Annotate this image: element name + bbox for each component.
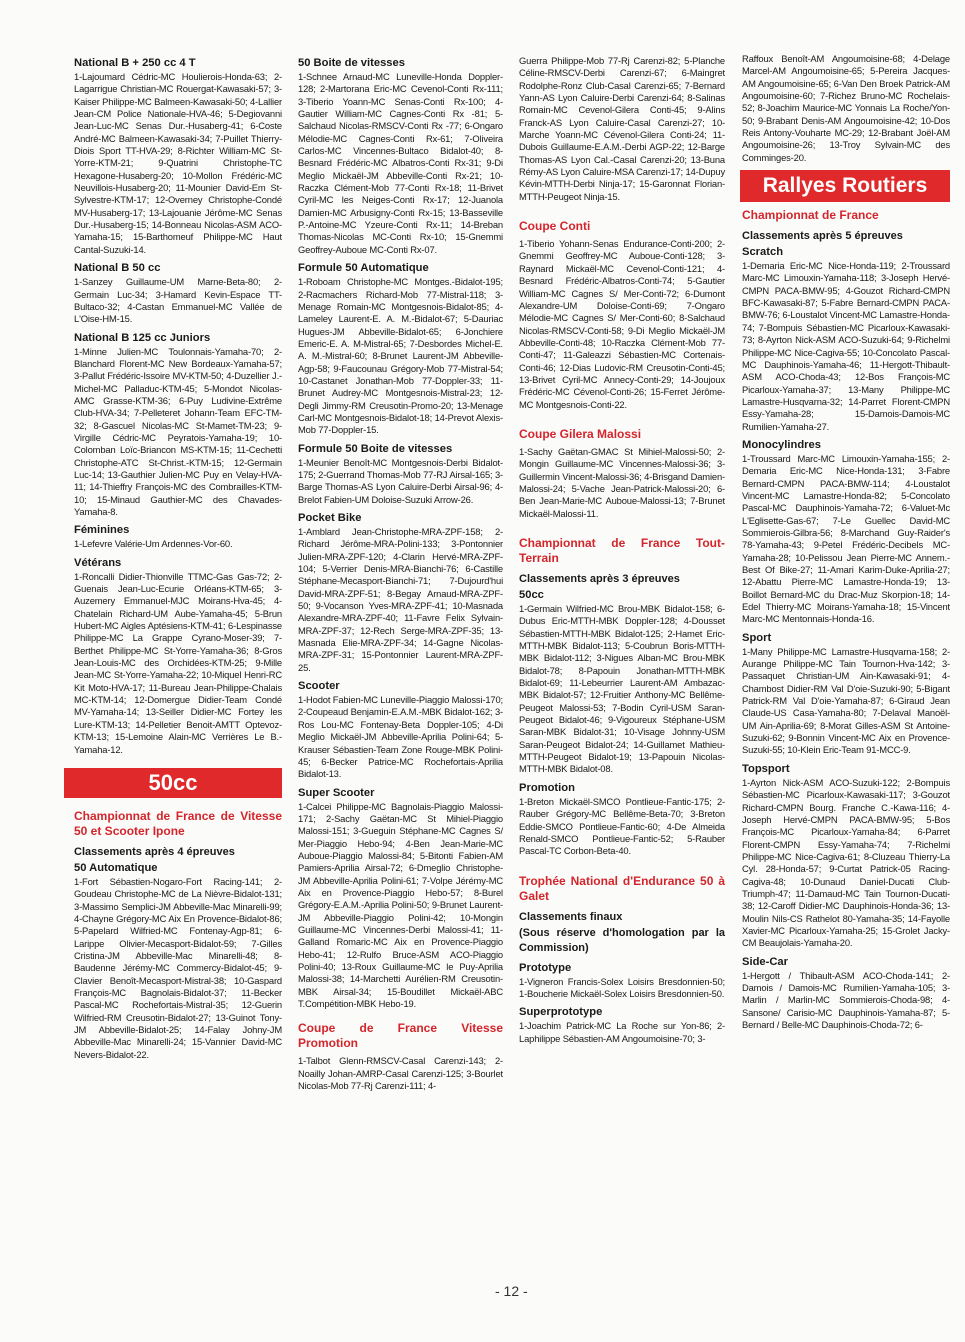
section-heading: Superprototype (519, 1006, 603, 1019)
results-text: 1-Roncalli Didier-Thionville TTMC-Gas Gas-72; 2-Guenais Jean-Luc-Ecurie Orléans-KTM-65; 3-Auzemery Emmanuel-MJC Moirans-Hva-45; 4-Chatelain Richard-UM Aube-Yamaha-45; 5-Brun Hubert-MC Aigles Aptésiens-KTM-41; 6-Lespinasse Philippe-MC La Grappe Cyrano-Moser-39; 7-Berthet Philippe-MC St-Yorre-Yamaha-36; 8-Gros Jean-Louis-MC des Orchidées-KTM-25; 9-Mille Jean-MC St-Yorre-Yamaha-22; 10-Miquel Henri-RC Kit Moto-HVA-17; 11-Bureau Jean-Philippe-Chalais MC-KTM-14; 12-Domergue Didier-Team Condé MV-Yamaha-14; 13-Seiller Didier-MC Fortey les Lure-KTM-13; 14-Pelletier Benoit-AMTT Optevoz-KTM-13; 15-Lemoine Alain-MC Verrières Le B.-Yamaha-12. (74, 570, 282, 755)
results-text: 1-Sanzey Guillaume-UM Marne-Beta-80; 2-Germain Luc-34; 3-Hamard Kevin-Espace TT-Bultaco-32; 4-Castan Emmanuel-MC Vallée de L'Oise-HM-15. (74, 276, 282, 325)
standings-subtitle: Classements après 5 épreuves (742, 230, 903, 243)
section-heading: Scooter (298, 680, 340, 693)
section-heading: 50 Boite de vitesses (298, 57, 405, 69)
section-heading: Monocylindres (742, 438, 821, 451)
standings-subtitle: Classements après 3 épreuves (519, 573, 680, 585)
column-1 (74, 52, 282, 1061)
results-text: 1-Hergott / Thibault-ASM ACO-Choda-141; 2-Damois / Damois-MC Rumilien-Yamaha-105; 3-Marlin / Marlin-MC Sommierois-Choda-98; 4-Sansone/ Carisio-MC Dauphinois-Yamaha-87; 5-Bernard / Belle-MC Dauphinois-Choda-72; 6- (742, 969, 950, 1030)
section-heading: Pocket Bike (298, 512, 362, 524)
results-page (64, 52, 954, 1280)
results-text: 1-Germain Wilfried-MC Brou-MBK Bidalot-158; 6-Dubus Eric-MTTH-MBK Doppler-128; 4-Dousset Sébastien-MTTH-MBK Bidalot-125; 2-Hamet Eric-MTTH-MBK Bidalot-113; 5-Coubrun Boris-MTTH-MBK Bidalot-112; 3-Nigues Alban-MC Brou-MBK Bidalot-78; 8-Papouin Jonathan-MTTH-MBK Bidalot-69; 11-Lebeurrier Laurent-AM Ambazac-MBK Bidalot-57; 12-Fruitier Anthony-MC Bellême-Peugeot Malossi-53; 7-Bodin Cyril-USM Saran-Peugeot Bidalot-46; 9-Vigoureux Stéphane-USM Saran-MBK Bidalot-31; 10-Visage Johnny-USM Saran-Peugeot Bidalot-24; 14-Guillamet Mathieu-MTTH-Peugeot Bidalot-19; 13-Papouin Nicolas-MTTH-MBK Bidalot-08. (519, 603, 725, 775)
column-2 (298, 52, 503, 1092)
results-text: 1-Minne Julien-MC Toulonnais-Yamaha-70; 2-Blanchard Florent-MC New Bordeaux-Yamaha-57; 3-Pallut Frédéric-Issoire MV-KTM-50; 4-Duzellier J.-Michel-MC Palladuc-KTM-45; 5-Mondot Nicolas-AMC Grasse-KTM-36; 6-Puy Ludivine-Extrême Club-HVA-34; 7-Pelleteret Johann-Team EFC-TM-32; 8-Gascuel Nicolas-MC St-Mamet-TM-23; 9-Virgille Cédric-MC Peyratois-Yamaha-19; 10-Colomban Loïc-Briancon MS-KTM-15; 11-Cechetti Christophe-ATC St-Christ.-KTM-15; 12-Germain Luc-14; 13-Gauthier Julien-MC Puy en Velay-HVA-11; 14-Thieffry François-MC des Combrailles-KTM-10; 15-Minaud Gauthier-MC des Chavades-Yamaha-8. (74, 345, 282, 517)
championship-title: Coupe Gilera Malossi (519, 426, 642, 441)
standings-subtitle: Classements après 4 épreuves (74, 845, 235, 858)
standings-note: (Sous réserve d'homologation par la Commission) (519, 926, 725, 954)
section-heading: Formule 50 Boite de vitesses (298, 442, 453, 455)
column-3 (519, 52, 725, 1045)
section-heading: 50cc (519, 589, 544, 601)
results-text: 1-Joachim Patrick-MC La Roche sur Yon-86; 2-Laphilippe Sébastien-AM Angoumoisine-70; 3- (519, 1020, 725, 1044)
results-text: 1-Tiberio Yohann-Senas Endurance-Conti-200; 2-Gnemmi Geoffrey-MC Auboue-Conti-128; 3-Raynard Mickaël-MC Cevenol-Conti-121; 4-Besnard Frédéric-Albatros-Conti-74; 5-Gautier William-MC Cagnes S/ Mer-Conti-72; 6-Dumont Alexandre-UM Doloise-Conti-69; 7-Ongaro Mélodie-MC Cagnes S/ Mer-Conti-60; 8-Salchaud Nicolas-RMSCV-Conti-58; 9-Di Meglio Mickaël-JM Abbeville-Conti-48; 10-Raczka Clément-Mob 77-Conti-47; 11-Galeazzi Sébastien-MC Cortenais-Conti-46; 12-Dias Ludovic-RM Creusotin-Conti-45; 13-Brivet Cyril-MC Annecy-Conti-29; 14-Joujoux Frédéric-MC Cévenol-Conti-26; 15-Ferret Jérôme-MC Montgesnois-Conti-22. (519, 238, 725, 410)
section-heading: National B 125 cc Juniors (74, 331, 211, 344)
results-text: 1-Hodot Fabien-MC Luneville-Piaggio Malossi-170; 2-Coupeaud Benjamin-E.A.M.-MBK Bidalot-162; 3-Ros Lou-MC Fontenay-Beta Doppler-105; 4-Di Meglio Mickaël-JM Abbeville-Aprilia Polini-64; 5-Krauser Sébastien-Team Zone Rouge-MBK Polini-45; 6-Becker Patrice-MC Rochefortais-Aprilia Bidalot-13. (298, 694, 503, 780)
section-heading: Side-Car (742, 955, 789, 968)
championship-title: Championnat de France (742, 208, 879, 223)
section-heading: Vétérans (74, 556, 122, 569)
results-text: 1-Schnee Arnaud-MC Luneville-Honda Doppler-128; 2-Martorana Eric-MC Cevenol-Conti Rx-111; 3-Tiberio Yoann-MC Senas-Conti Rx-100; 4-Gautier William-MC Cagnes-Conti Rx -81; 5-Salchaud Nicolas-RMSCV-Conti Rx -77; 6-Ongaro Mélodie-MC Cagnes-Conti Rx-61; 7-Oliveira Carlos-MC Vincennes-Bultaco Bidalot-40; 8-Besnard Frédéric-MC Albatros-Conti Rx-31; 9-Di Meglio Mickaël-JM Abbeville-Conti Rx-21; 10-Raczka Clément-Mob 77-Conti Rx-18; 11-Brivet Cyril-MC les Neiges-Conti Rx-17; 12-Juanola Damien-MC Arbusigny-Conti Rx-15; 13-Basseville P.-Antoine-MC Yzeure-Conti Rx-11; 14-Breban Thomas-Nicolas MC-Conti Rx-10; 15-Gnemmi Geoffrey-Auboue MC-Conti Rx-07. (298, 71, 503, 255)
section-heading: 50 Automatique (74, 861, 158, 874)
results-text: 1-Breton Mickaël-SMCO Pontlieue-Fantic-175; 2-Rauber Grégory-MC Bellême-Beta-70; 3-Breton Eddie-SMCO Pontlieue-Fantic-60; 4-De Almeida Renald-SMCO Pontlieue-Fantic-52; 5-Rauber Pascal-TC Corbon-Beta-40. (519, 795, 725, 857)
section-heading: Sport (742, 631, 772, 644)
section-heading: Topsport (742, 762, 790, 775)
results-text: 1-Amblard Jean-Christophe-MRA-ZPF-158; 2-Richard Jérôme-MRA-Polini-133; 3-Pontonnier Julien-MRA-ZPF-120; 4-Clarin Hervé-MRA-ZPF-104; 5-Verrier Denis-MRA-Bianchi-76; 6-Castille Stéphane-Mecasport-Bianchi-71; 7-Dujourd'hui David-MRA-ZPF-51; 8-Begay Arnaud-MRA-ZPF-50; 9-Vocanson Yves-MRA-ZPF-41; 10-Masnada Alexandre-MRA-ZPF-40; 11-Favre Felix Sylvain-MRA-ZPF-37; 12-Rech Serge-MRA-ZPF-35; 13-Masnada Elie-MRA-ZPF-34; 14-Gagne Nicolas-MRA-ZPF-31; 15-Pontonnier Laurent-MRA-ZPF-25. (298, 526, 503, 673)
section-heading: National B + 250 cc 4 T (74, 57, 196, 69)
section-heading: Super Scooter (298, 786, 375, 799)
category-banner-rallyes: Rallyes Routiers (740, 170, 950, 202)
category-banner-50cc: 50cc (64, 768, 282, 798)
results-text: Raffoux Benoît-AM Angoumoisine-68; 4-Delage Marcel-AM Angoumoisine-65; 5-Pereira Jacques-AM Angoumoisine-65; 6-Van Den Broek Patrick-AM Angoumoisine-60; 7-Richez Bruno-MC Rochelais-52; 8-Joachim Maurice-MC Yonnais La Roche/Yon-50; 9-Brabant Denis-AM Angoumoisine-42; 10-Dos Reis Antony-Vouharte MC-29; 12-Brabant Joël-AM Angoumoisine-26; 13-Troy Sylvain-MC des Comminges-20. (742, 53, 950, 163)
results-text: 1-Many Philippe-MC Lamastre-Husqvarna-158; 2-Aurange Philippe-MC Tain Tournon-Hva-142; 3-Passaquet Christian-UM Ain-Kawasaki-91; 4-Chambost Didier-RM Val D'oie-Suzuki-90; 5-Bigant Patrick-RM Val D'oie-Yamaha-87; 6-Giraud Jean Claude-US Casa-Yamaha-80; 7-Delaval Manoël-UM Ain-Aprilia-69; 8-Morat Gilles-ASM St Antoine-Suzuki-62; 9-Bonnin Vincent-MC Aix en Provence-Suzuki-55; 10-Klein Eric-Team 91-MCC-9. (742, 645, 950, 756)
championship-title: Championnat de France Tout-Terrain (519, 536, 725, 565)
results-text: 1-Talbot Glenn-RMSCV-Casal Carenzi-143; 2-Noailly Johan-AMRP-Casal Carenzi-125; 3-Bourlet Nicolas-Mob 77-Rj Carenzi-111; 4- (298, 1055, 503, 1092)
section-heading: Promotion (519, 781, 575, 794)
results-text: 1-Roboam Christophe-MC Montges.-Bidalot-195; 2-Racmachers Richard-Mob 77-Mistral-118; 3-Menage Romain-MC Montgesnois-Bidalot-85; 4-Lameley Laurent-E. A. M.-Bidalot-67; 5-Dauriac Hugues-JM Abbeville-Bidalot-65; 6-Jonchiere Emeric-E. A. M-Mistral-65; 7-Desbordes Michel-E. A. M.-Mistral-60; 8-Brunet Laurent-JM Abbeville-Agp-58; 9-Faucounau Grégory-Mob 77-Mistral-54; 10-Castanet Jonathan-Mob 77-Doppler-33; 11-Brunet Audrey-MC Montgesnois-Mistral-23; 12-Degli Jimmy-RM Creusotin-Promo-20; 13-Menage Carl-MC Montgesnois-Bidalot-18; 14-Prevot Alexis-Mob 77-Doppler-15. (298, 276, 503, 436)
results-text: 1-Lajoumard Cédric-MC Houlierois-Honda-63; 2-Lagarrigue Christian-MC Rouergat-Kawasaki-57; 3-Kaiser Philippe-MC Balmeen-Kawasaki-50; 4-Lallier Jean-CM Police Nationale-HVA-46; 5-Degiovanni Jean-Luc-MC Senas Dur.-Husaberg-41; 6-Coste André-MC Balmeen-Kawasaki-34; 7-Puillet Thierry-Diois Sport TT-HVA-29; 8-Richter William-MC St-Yorre-KTM-21; 9-Quatrini Christophe-TC Hexagone-Husaberg-20; 10-Mollon Frédéric-MC Neuvillois-Husaberg-20; 11-Mounier David-Em St-Sylvestre-KTM-17; 12-Overney Christophe-Condé MV-Husaberg-17; 13-Lajouanie Jérôme-MC Senas Dur.-Husaberg-15; 14-Bonneau Nicolas-ASM ACO-Yamaha-15; 15-Barthomeuf Philippe-MC Haut Cantal-Suzuki-14. (74, 71, 282, 255)
results-text: Guerra Philippe-Mob 77-Rj Carenzi-82; 5-Planche Céline-RMSCV-Derbi Carenzi-67; 6-Maingret Rodolphe-Ronz Club-Casal Carenzi-65; 7-Bernard Yann-AS Lyon Caluire-Derbi Carenzi-64; 8-Salinas Romain-MC Cevenol-Gilera Conti-45; 9-Alins Franck-AS Lyon Caluire-Casal Carenzi-27; 10-Marche Yoann-MC Cévenol-Gilera Conti-24; 11-Dubois Guillaume-E.A.M.-Derbi AGP-22; 12-Barge Thomas-AS Lyon Cal.-Casal Carenzi-20; 13-Buna Rémy-AS Lyon Caluire-MSA Carenzi-17; 14-Dupuy Kévin-MTTH-Derbi Ninja-17; 15-Garonnat Florian-MTTH-Peugeot Ninja-15. (519, 55, 725, 202)
results-text: 1-Fort Sébastien-Nogaro-Fort Racing-141; 2-Goudeau Christophe-MC de La Nièvre-Bidalot-131; 3-Massimo Semplici-JM Abbeville-Mac Minarelli-99; 4-Chayne Grégory-MC Aix En Provence-Bidalot-86; 5-Papelard Wilfried-MC Fontenay-Agp-81; 6-Larippe Olivier-Mecasport-Bidalot-59; 7-Gilles Cristina-JM Abbeville-Mac Minarelli-48; 8-Baudenne Jérémy-MC Commercy-Bidalot-45; 9-Clavier Benoît-Mecasport-Mistral-38; 10-Gaspard François-MC Bagnolais-Bidalot-37; 11-Becker Pascal-MC Rochefortais-Mistral-35; 12-Guerin Wilfried-RM Creusotin-Bidalot-27; 13-Guinot Tony-JM Abbeville-Bidalot-25; 14-Falay Johny-JM Abbeville-Mac Minarelli-24; 15-Vannier David-MC Nevers-Bidalot-22. (74, 875, 282, 1060)
section-heading: Féminines (74, 524, 130, 537)
column-4 (742, 52, 950, 1031)
section-heading: Scratch (742, 246, 784, 259)
section-heading: Prototype (519, 961, 572, 974)
results-text: 1-Vigneron Francis-Solex Loisirs Bresdonnien-50; 1-Boucherie Mickaël-Solex Loisirs Bresdonnien-50. (519, 975, 725, 999)
results-text: 1-Troussard Marc-MC Limouxin-Yamaha-155; 2-Demaria Eric-MC Nice-Honda-131; 3-Fabre Bernard-CMPN PACA-BMW-114; 4-Loustalot Vincent-MC Lamastre-Honda-82; 5-Concolato Pascal-MC Dauphinois-Yamaha-72; 6-Valuet-Mc L'Eglisette-Gas-67; 7-Le Guellec David-MC Sommierois-Gilbra-56; 8-Marchand Guy-Raider's 78-Yamaha-43; 9-Petel Frédéric-Decibels MC-Yamaha-28; 10-Pelissou Jean Pierre-MC Annem.-Best Of Bike-27; 11-Amari Karim-Duke-Aprilia-27; 12-Abattu Pierre-MC Lamastre-Honda-19; 13-Boillot Bernard-MC du Drac-Muz Skorpion-18; 14-Edel Thierry-MC Moirans-Yamaha-18; 15-Vincent Marc-MC Mentonnais-Honda-16. (742, 452, 950, 625)
results-text: 1-Lefevre Valérie-Um Ardennes-Vor-60. (74, 538, 233, 550)
section-heading: Formule 50 Automatique (298, 262, 429, 275)
page-number: - 12 - (495, 1283, 528, 1299)
results-text: 1-Ayrton Nick-ASM ACO-Suzuki-122; 2-Bompuis Sébastien-MC Picarloux-Kawasaki-117; 3-Gouzot Richard-CMPN Bourg. Franche C.-Kawa-116; 4-Joseph Hervé-CMPN PACA-BMW-95; 5-Bos François-MC Picarloux-Yamaha-84; 6-Parret Florent-CMPN Essy-Yamaha-74; 7-Richelmi Philippe-MC Nice-Cagiva-61; 8-Cluzeau Thierry-La Cyl. 28-Honda-57; 9-Curtat Patrick-05 Racing-Cagiva-48; 10-Dunaud Daniel-Ducati Club-Triumph-47; 11-Damaud-MC Tain Tournon-Ducati-38; 12-Caroff Didier-MC Dauphinois-Honda-36; 13-Moulin Nils-CS Rathelot 80-Yamaha-35; 14-Fayolle Xavier-MC Picarloux-Yamaha-25; 15-Grolet Jacky-CM Beaujolais-Yamaha-20. (742, 776, 950, 949)
results-text: 1-Calcei Philippe-MC Bagnolais-Piaggio Malossi-171; 2-Sachy Gaëtan-MC St Mihiel-Piaggio Malossi-151; 3-Gueguin Stéphane-MC Cagnes S/ Mer-Piaggio Hebo-94; 4-Ben Jean-Marie-MC Auboue-Piaggio Malossi-84; 5-Bitonti Fabien-AM Pamiers-Aprilia Airsal-72; 6-Dmeglio Christophe-JM Abbeville-Aprilia Polini-61; 7-Volpe Jérémy-MC Aix en Provence-Piaggio Hebo-57; 8-Burel Grégory-E.A.M.-Aprilia Polini-50; 9-Brunet Laurent-JM Abbeville-Piaggio Polini-42; 10-Mongin Guillaume-MC Vincennes-Derbi Malossi-41; 11-Galland Romaric-MC Aix en Provence-Piaggio Hebo-41; 12-Rulfo Bruce-ASM ACO-Piaggio Polini-40; 13-Roux Guillaume-MC le Puy-Aprilia Malossi-38; 14-Marchetti Aurélien-RM Creusotin-MBK Airsal-34; 15-Boudillet Mickaël-ABC T.Compétition-MBK Hebo-19. (298, 800, 503, 1010)
results-text: 1-Meunier Benoît-MC Montgesnois-Derbi Bidalot-175; 2-Guerrand Thomas-Mob 77-RJ Airsal-165; 3-Barge Thomas-AS Lyon Caluire-Derbi Airsal-96; 4-Brelot Fabien-UM Doloise-Suzuki Arrow-26. (298, 456, 503, 505)
championship-title: Coupe Conti (519, 219, 591, 234)
championship-title: Championnat de France de Vitesse 50 et Scooter Ipone (74, 808, 282, 838)
championship-title: Coupe de France Vitesse Promotion (298, 1021, 503, 1051)
championship-title: Trophée National d'Endurance 50 à Galet (519, 873, 725, 903)
section-heading: National B 50 cc (74, 262, 161, 275)
standings-subtitle: Classements finaux (519, 910, 623, 923)
results-text: 1-Sachy Gaëtan-GMAC St Mihiel-Malossi-50; 2-Mongin Guillaume-MC Vincennes-Malossi-36; 3-Guillermin Vincent-Malossi-36; 4-Brisgand Damien-Malossi-24; 5-Vache Jean-Patrick-Malossi-20; 6-Ben Jean-Marie-MC Auboue-Malossi-13; 7-Brunet Mickaël-Malossi-11. (519, 445, 725, 519)
results-text: 1-Demaria Eric-MC Nice-Honda-119; 2-Troussard Marc-MC Limouxin-Yamaha-118; 3-Joseph Hervé-CMPN PACA-BMW-95; 4-Gouzot Richard-CMPN BFC-Kawasaki-87; 5-Fabre Bernard-CMPN PACA-BMW-76; 6-Loustalot Vincent-MC Lamastre-Honda-74; 7-Bompuis Sébastien-MC Picarloux-Kawasaki-73; 8-Ayrton Nick-ASM ACO-Suzuki-64; 9-Richelmi Philippe-MC Nice-Cagiva-55; 10-Concolato Pascal-MC Dauphinois-Yamaha-46; 11-Hergott-Thibault-ASM ACO-Choda-43; 12-Bos François-MC Picarloux-Yamaha-37; 13-Many Philippe-MC Lamastre-Husqvarna-32; 14-Parret Florent-CMPN Essy-Yamaha-28; 15-Damois-Damois-MC Rumilien-Yamaha-27. (742, 260, 950, 432)
